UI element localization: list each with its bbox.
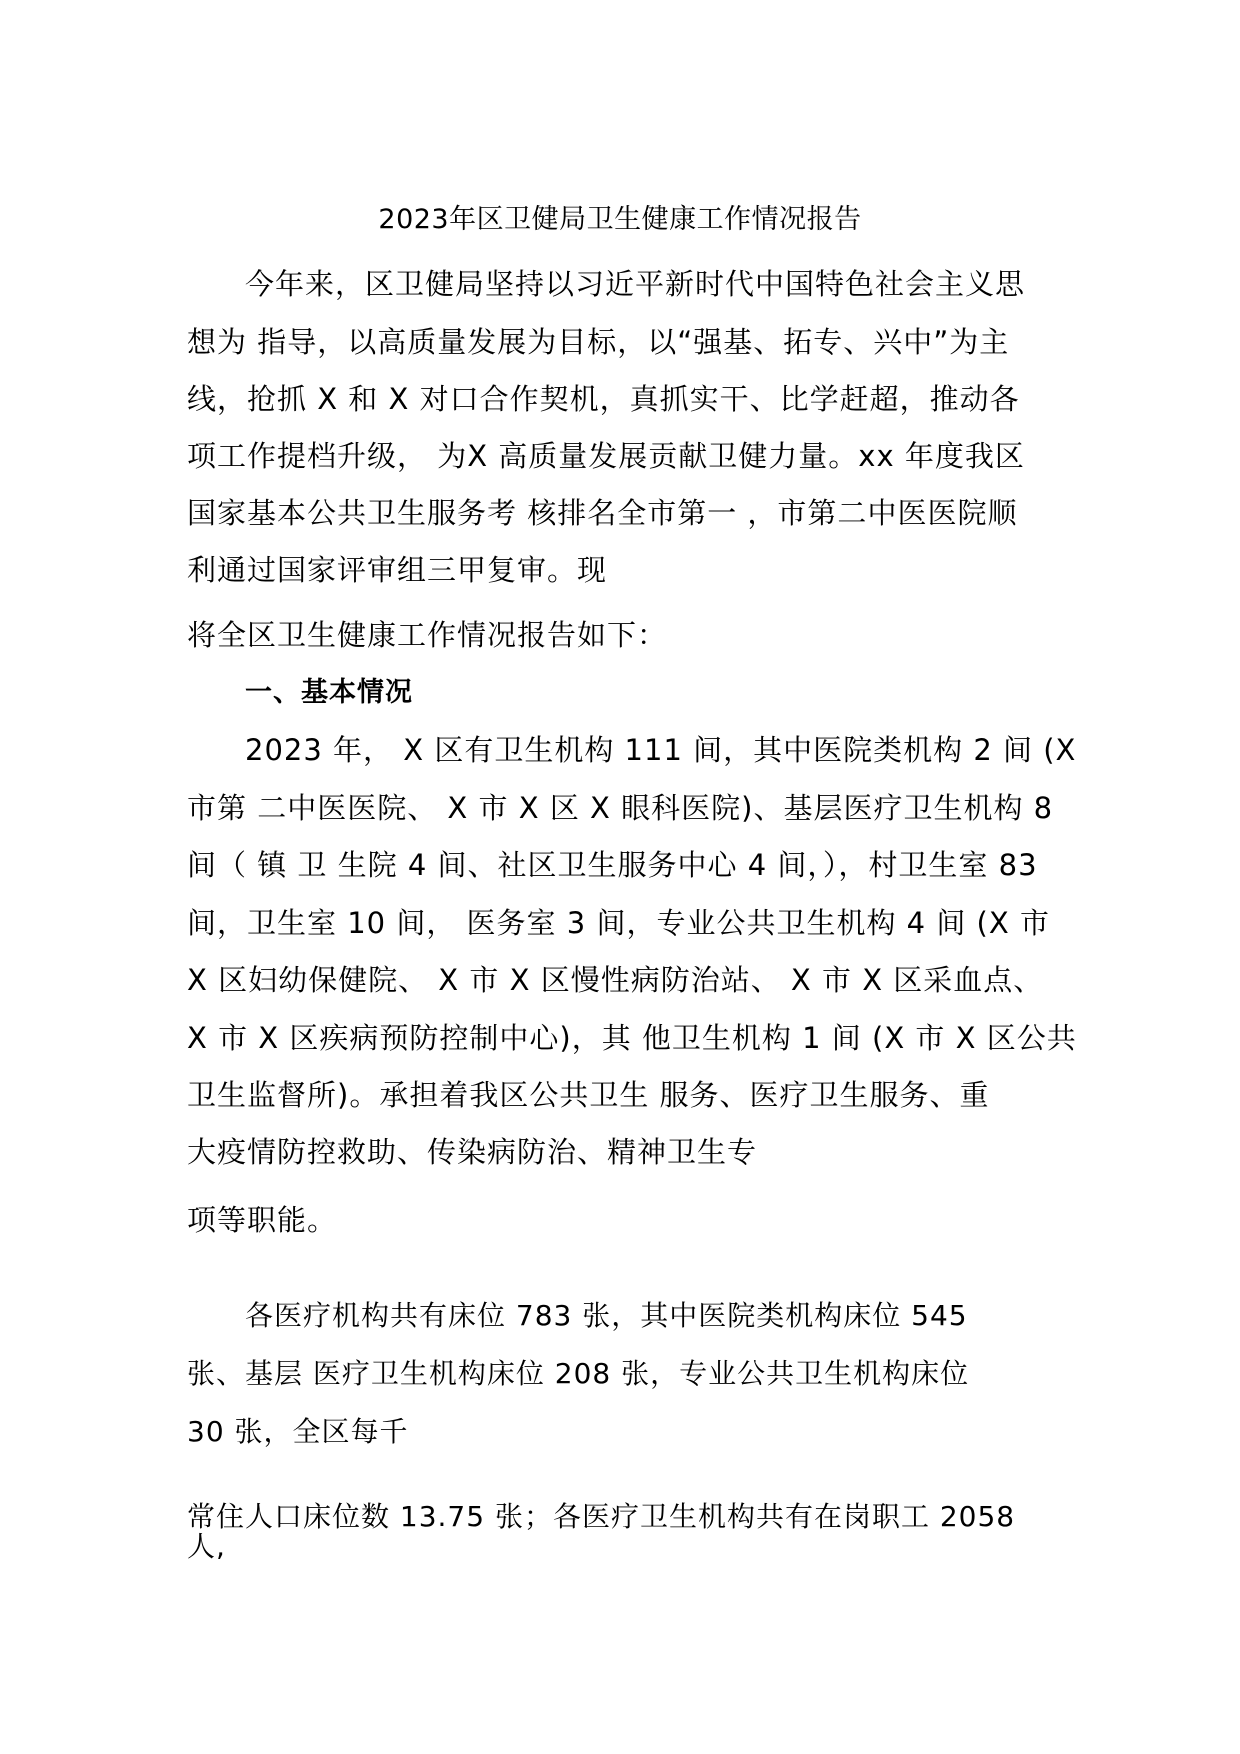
paragraph-line: 线，抢抓 X 和 X 对口合作契机，真抓实干、比学赶超，推动各 xyxy=(187,382,1020,416)
paragraph-line: 人, xyxy=(187,1530,226,1563)
document-title: 2023年区卫健局卫生健康工作情况报告 xyxy=(378,204,862,235)
paragraph-line: 项工作提档升级， 为X 高质量发展贡献卫健力量。xx 年度我区 xyxy=(187,439,1025,473)
paragraph-line: 各医疗机构共有床位 783 张，其中医院类机构床位 545 xyxy=(245,1299,968,1332)
paragraph-line: 项等职能。 xyxy=(187,1203,338,1237)
paragraph-line: 间（ 镇 卫 生院 4 间、社区卫生服务中心 4 间，），村卫生室 83 xyxy=(187,848,1038,882)
paragraph-line: X 市 X 区疾病预防控制中心)，其 他卫生机构 1 间 (X 市 X 区公共 xyxy=(187,1021,1077,1055)
paragraph-line: 想为 指导，以高质量发展为目标，以“强基、拓专、兴中”为主 xyxy=(187,325,1010,359)
paragraph-line: 2023 年， X 区有卫生机构 111 间，其中医院类机构 2 间 (X xyxy=(245,733,1077,767)
paragraph-line: 市第 二中医医院、 X 市 X 区 X 眼科医院)、基层医疗卫生机构 8 xyxy=(187,791,1054,825)
paragraph-line: 国家基本公共卫生服务考 核排名全市第一 ，市第二中医医院顺 xyxy=(187,496,1018,530)
section-heading: 一、基本情况 xyxy=(245,677,413,708)
paragraph-line: 卫生监督所)。承担着我区公共卫生 服务、医疗卫生服务、重 xyxy=(187,1078,990,1112)
paragraph-line: 常住人口床位数 13.75 张；各医疗卫生机构共有在岗职工 2058 xyxy=(187,1500,1016,1533)
paragraph-line: 今年来，区卫健局坚持以习近平新时代中国特色社会主义思 xyxy=(245,267,1026,301)
paragraph-line: 将全区卫生健康工作情况报告如下： xyxy=(187,618,668,652)
paragraph-line: 利通过国家评审组三甲复审。现 xyxy=(187,553,608,587)
paragraph-line: 张、基层 医疗卫生机构床位 208 张，专业公共卫生机构床位 xyxy=(187,1357,970,1390)
paragraph-line: 30 张，全区每千 xyxy=(187,1415,409,1448)
paragraph-line: 大疫情防控救助、传染病防治、精神卫生专 xyxy=(187,1135,758,1169)
paragraph-line: X 区妇幼保健院、 X 市 X 区慢性病防治站、 X 市 X 区采血点、 xyxy=(187,963,1044,997)
paragraph-line: 间，卫生室 10 间， 医务室 3 间，专业公共卫生机构 4 间 (X 市 xyxy=(187,906,1050,940)
